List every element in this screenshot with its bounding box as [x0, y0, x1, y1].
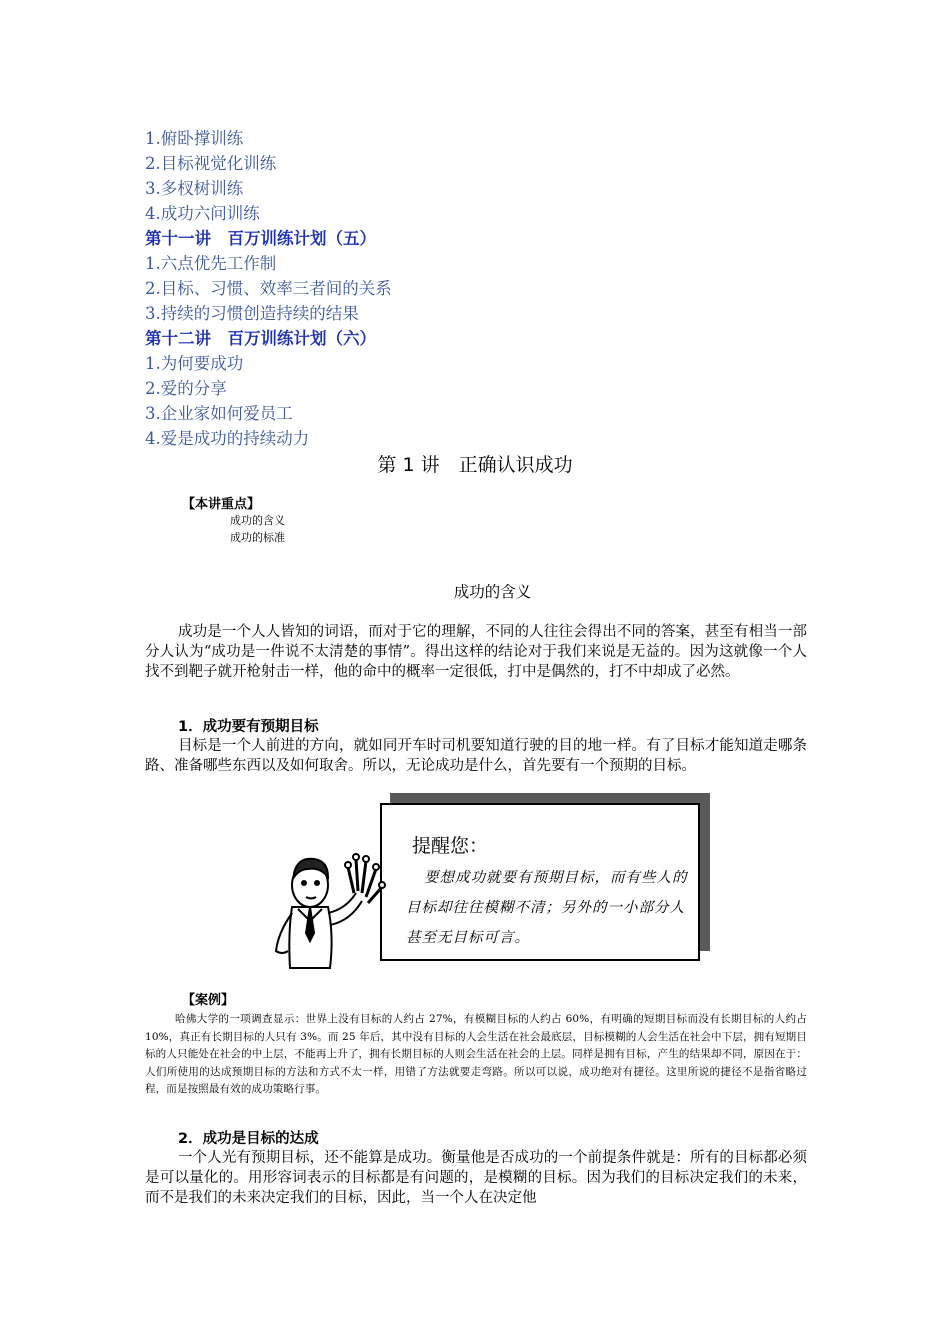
- reminder-text: 要想成功就要有预期目标，而有些人的目标却往往模糊不清；另外的一小部分人甚至无目标可言。: [406, 870, 688, 946]
- toc-item: 3.企业家如何爱员工: [145, 404, 293, 423]
- toc-item: 2.目标视觉化训练: [145, 154, 277, 173]
- intro-paragraph: 成功是一个人人皆知的词语，而对于它的理解，不同的人往往会得出不同的答案，甚至有相当一部分人认为“成功是一件说不太清楚的事情”。得出这样的结论对于我们来说是无益的。因为这就像一个人找不到靶子就开枪射击一样，他的命中的概率一定很低，打中是偶然的，打不中却成了必然。: [145, 624, 807, 680]
- toc-item: 4.成功六问训练: [145, 204, 260, 223]
- toc-item: 1.六点优先工作制: [145, 254, 277, 273]
- section-title: 成功的含义: [453, 583, 532, 601]
- cartoon-man-icon: [268, 843, 418, 973]
- key-point-item: 成功的标准: [230, 531, 285, 544]
- subsection-2-text: 一个人光有预期目标，还不能算是成功。衡量他是否成功的一个前提条件就是：所有的目标都必须是可以量化的。用形容词表示的目标都是有问题的，是模糊的目标。因为我们的目标决定我们的未来，而不是我们的未来决定我们的目标，因此，当一个人在决定他: [145, 1150, 807, 1206]
- toc-item: 3.持续的习惯创造持续的结果: [145, 304, 359, 323]
- toc-item: 2.目标、习惯、效率三者间的关系: [145, 279, 392, 298]
- reminder-card: [380, 803, 700, 961]
- subsection-1-title: 1．成功要有预期目标: [178, 719, 319, 735]
- case-text: 哈佛大学的一项调查显示：世界上没有目标的人约占 27%，有模糊目标的人约占 60%，有明确的短期目标而没有长期目标的人约占 10%，真正有长期目标的人只有 3%。而 25 年后，其中没有目标的人会生活在社会最底层，目标模糊的人会生活在社会中下层，拥有短期目标的人只能处在社会的中上层，不能再上升了，拥有长期目标的人则会生活在社会的上层。同样是拥有目标，产生的结果却不同，原因在于：人们所使用的达成预期目标的方法和方式不太一样，用错了方法就要走弯路。所以可以说，成功绝对有捷径。这里所说的捷径不是指省略过程，而是按照最有效的成功策略行事。: [145, 1013, 807, 1095]
- case-label: 【案例】: [182, 993, 235, 1008]
- toc-item: 2.爱的分享: [145, 379, 227, 398]
- key-point-item: 成功的含义: [230, 514, 285, 527]
- lecture-title: 第 1 讲 正确认识成功: [377, 454, 573, 476]
- toc-item: 4.爱是成功的持续动力: [145, 429, 310, 448]
- toc-chapter-heading: 第十二讲 百万训练计划（六）: [145, 329, 376, 348]
- toc-item: 1.俯卧撑训练: [145, 129, 244, 148]
- subsection-1-text: 目标是一个人前进的方向，就如同开车时司机要知道行驶的目的地一样。有了目标才能知道走哪条路、准备哪些东西以及如何取舍。所以，无论成功是什么，首先要有一个预期的目标。: [145, 738, 807, 774]
- subsection-2-title: 2．成功是目标的达成: [178, 1131, 319, 1147]
- toc-item: 3.多杈树训练: [145, 179, 244, 198]
- table-of-contents: [145, 126, 645, 451]
- toc-chapter-heading: 第十一讲 百万训练计划（五）: [145, 229, 376, 248]
- reminder-illustration: [268, 793, 718, 973]
- key-points-label: 【本讲重点】: [182, 497, 261, 512]
- toc-item: 1.为何要成功: [145, 354, 244, 373]
- reminder-title: 提醒您：: [412, 835, 489, 857]
